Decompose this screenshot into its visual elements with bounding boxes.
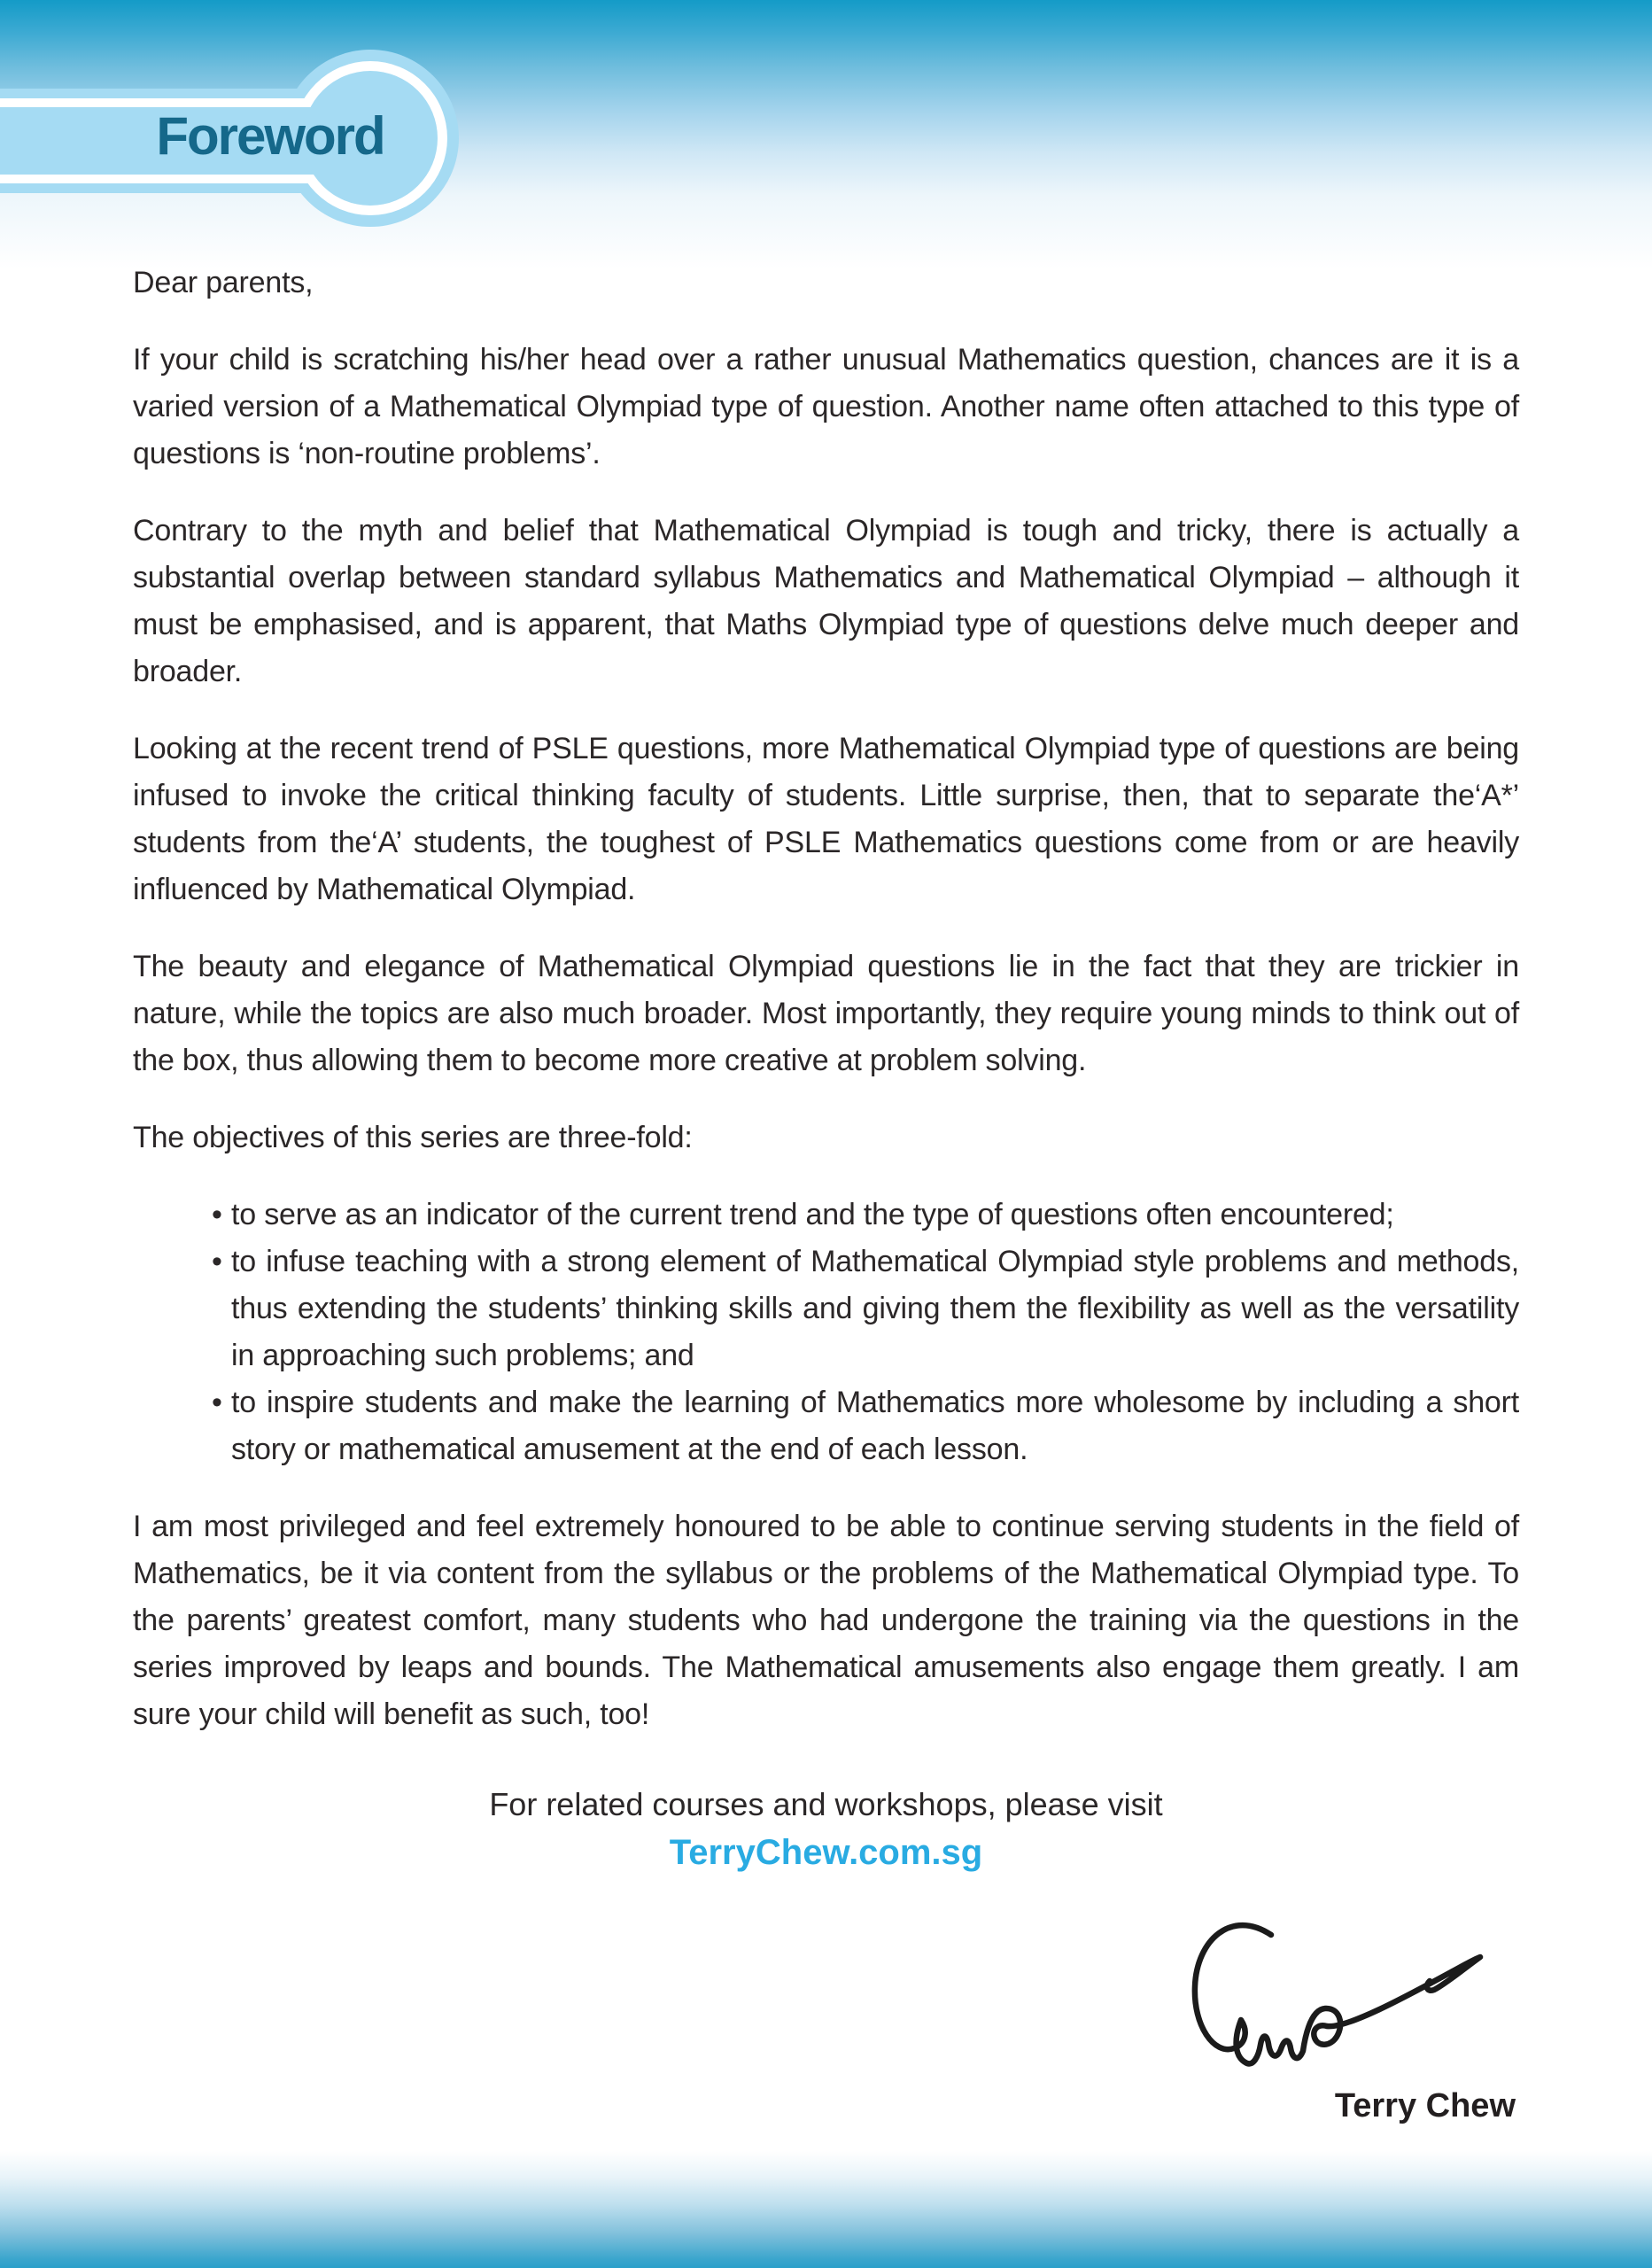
website-url: TerryChew.com.sg [669, 1833, 983, 1872]
list-item [212, 1192, 1519, 1239]
objectives-list [133, 1192, 1519, 1473]
list-item-text: to infuse teaching with a strong element of Mathematical Olympiad style problems and methods, thus extending the students’ thinking skills and giving them the flexibility as well as the versatility in approaching such problems; and [231, 1245, 1519, 1372]
list-item-text: to serve as an indicator of the current trend and the type of questions often encountered; [231, 1198, 1394, 1231]
bullet-icon: • [212, 1198, 222, 1231]
bullet-icon: • [212, 1386, 222, 1419]
signature-block [1183, 1915, 1519, 2125]
paragraph: Looking at the recent trend of PSLE questions, more Mathematical Olympiad type of questions are being infused to invoke the critical thinking faculty of students. Little surprise, then, that to separate the‘A*’ students from the‘A’ students, the toughest of PSLE Mathematics questions come from or are heavily influenced by Mathematical Olympiad. [133, 732, 1519, 906]
list-item-text: to inspire students and make the learning of Mathematics more wholesome by including a short story or mathematical amusement at the end of each lesson. [231, 1386, 1519, 1466]
page-title: Foreword [156, 106, 384, 166]
letter-body [133, 260, 1519, 1877]
signatory-name: Terry Chew [1334, 2087, 1516, 2124]
paragraph: The beauty and elegance of Mathematical Olympiad questions lie in the fact that they are trickier in nature, while the topics are also much broader. Most importantly, they require young minds to think out of the box, thus allowing them to become more creative at problem solving. [133, 950, 1519, 1077]
footer-gradient-band [0, 2151, 1652, 2268]
list-item [212, 1379, 1519, 1473]
list-item [212, 1239, 1519, 1379]
paragraph: I am most privileged and feel extremely honoured to be able to continue serving students in the field of Mathematics, be it via content from the syllabus or the problems of the Mathematical Olympiad type. To the parents’ greatest comfort, many students who had undergone the training via the questions in the series improved by leaps and bounds. The Mathematical amusements also engage them greatly. I am sure your child will benefit as such, too! [133, 1510, 1519, 1731]
promo-block [133, 1781, 1519, 1877]
objectives-intro: The objectives of this series are three-fold: [133, 1121, 693, 1154]
promo-text: For related courses and workshops, please visit [489, 1786, 1163, 1822]
paragraph: If your child is scratching his/her head over a rather unusual Mathematics question, chances are it is a varied version of a Mathematical Olympiad type of question. Another name often attached to this type of questions is ‘non-routine problems’. [133, 343, 1519, 470]
paragraph: Contrary to the myth and belief that Mathematical Olympiad is tough and tricky, there is actually a substantial overlap between standard syllabus Mathematics and Mathematical Olympiad – although it must be emphasised, and is apparent, that Maths Olympiad type of questions delve much deeper and broader. [133, 514, 1519, 688]
salutation: Dear parents, [133, 266, 314, 299]
bullet-icon: • [212, 1245, 222, 1278]
signature-scribble-icon [1183, 1915, 1519, 2084]
